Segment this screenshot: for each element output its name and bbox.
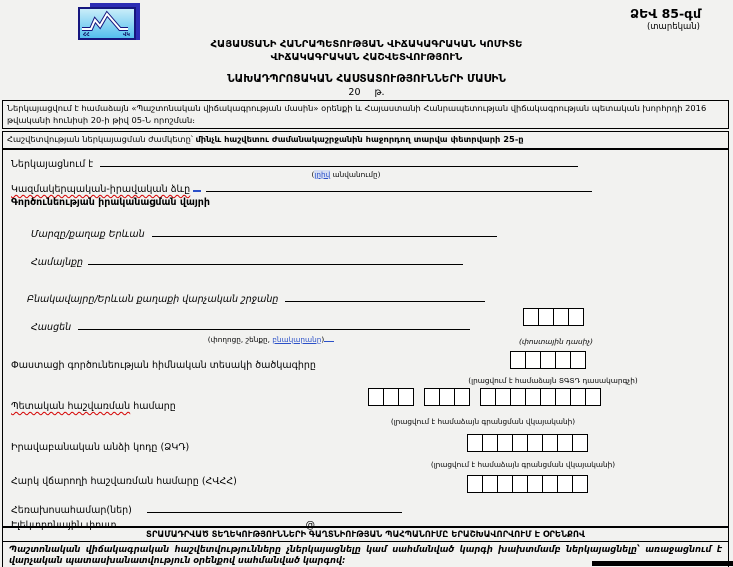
code-cell[interactable] xyxy=(512,475,528,493)
code-cell[interactable] xyxy=(523,308,539,326)
code-cell[interactable] xyxy=(368,388,384,406)
code-cell[interactable] xyxy=(527,475,543,493)
legal-form-row xyxy=(11,181,592,195)
code-cell[interactable] xyxy=(510,351,526,369)
settlement-label: Բնակավայրը/Երևան քաղաքի վարչական շրջանը xyxy=(27,294,279,305)
code-cell[interactable] xyxy=(480,388,496,406)
code-cell[interactable] xyxy=(540,388,556,406)
form-body xyxy=(2,149,729,531)
legal-form-label: Կազմակերպական-իրավական ձևը xyxy=(11,184,191,195)
code-cell[interactable] xyxy=(555,388,571,406)
community-label: Համայնքը xyxy=(31,257,84,268)
code-cell[interactable] xyxy=(497,434,513,452)
address-hint-prefix: (փողոցը, շենքը, xyxy=(207,335,273,344)
tin-label: Հարկ վճարողի հաշվառման համարը (ՀՎՀՀ) xyxy=(11,476,237,487)
phone-input-line[interactable] xyxy=(147,502,402,513)
logo-chart-icon xyxy=(78,7,136,40)
address-hint-suffix: ) xyxy=(321,335,325,344)
full-name-link: լրիվ xyxy=(314,170,331,179)
code-cell[interactable] xyxy=(525,351,541,369)
presenter-hint xyxy=(246,170,446,179)
hint-open-paren: ( xyxy=(311,170,315,179)
year-suffix: թ. xyxy=(374,87,385,98)
region-row xyxy=(31,226,497,240)
legal-entity-code-label: Իրավաբանական անձի կոդը (ՁԿԴ) xyxy=(11,442,190,453)
legal-entity-code-cells[interactable] xyxy=(467,434,587,452)
activity-code-row xyxy=(11,360,316,371)
tin-cells[interactable] xyxy=(467,475,587,493)
code-cell[interactable] xyxy=(527,434,543,452)
code-cell[interactable] xyxy=(454,388,470,406)
hint-rest: անվանումը) xyxy=(330,170,381,179)
code-cell[interactable] xyxy=(482,434,498,452)
address-hint xyxy=(171,333,371,344)
address-label: Հասցեն xyxy=(31,322,72,333)
code-cell[interactable] xyxy=(538,308,554,326)
code-cell[interactable] xyxy=(570,351,586,369)
settlement-row xyxy=(27,291,485,305)
form-code: ՁԵՎ 85-գմ xyxy=(630,6,701,21)
state-reg-hint: (լրացվում է համաձայն գրանցման վկայականի) xyxy=(390,417,576,426)
logo-text-left: ՀՀ xyxy=(83,32,90,38)
code-cell[interactable] xyxy=(570,388,586,406)
committee-name: ՀԱՅԱՍՏԱՆԻ ՀԱՆՐԱՊԵՏՈՒԹՅԱՆ ՎԻՃԱԿԱԳՐԱԿԱՆ ԿՈՄԻՏԵ xyxy=(210,39,523,50)
code-cell[interactable] xyxy=(572,434,588,452)
email-at-sign: @ xyxy=(305,520,316,531)
region-label: Մարզը/քաղաք Երևան xyxy=(31,229,145,240)
state-reg-label-rest: համարը xyxy=(130,401,176,412)
code-cell[interactable] xyxy=(495,388,511,406)
code-cell[interactable] xyxy=(439,388,455,406)
legal-basis-notice: Ներկայացվում է համաձայն «Պաշտոնական վիճակագրության մասին» օրենքի և Հայաստանի Հանրապետության վիճակագրության պետական խորհրդի 2016 թվականի հունիսի 20-ի թիվ 05-Ն որոշման։ xyxy=(2,100,729,129)
code-cell[interactable] xyxy=(542,475,558,493)
armstat-logo xyxy=(78,3,144,44)
postal-code-cells[interactable] xyxy=(523,308,583,326)
liability-statement: Պաշտոնական վիճակագրական հաշվետվությունները չներկայացնելը կամ սահմանված կարգի խախտմամբ ներկայացնելը՝ առաջացնում է վարչական պատասխանատվություն օրենքով սահմանված կարգով։ xyxy=(2,541,729,567)
code-cell[interactable] xyxy=(553,308,569,326)
code-cell[interactable] xyxy=(424,388,440,406)
deadline-prefix: Հաշվետվության ներկայացման ժամկետը՝ xyxy=(7,134,196,144)
settlement-input-line[interactable] xyxy=(285,291,485,302)
code-cell[interactable] xyxy=(568,308,584,326)
region-input-line[interactable] xyxy=(152,226,497,237)
code-cell[interactable] xyxy=(512,434,528,452)
legal-entity-code-row xyxy=(11,442,189,453)
code-cell[interactable] xyxy=(467,434,483,452)
code-cell[interactable] xyxy=(540,351,556,369)
code-cell[interactable] xyxy=(557,434,573,452)
phone-label: Հեռախոսահամար(ներ) xyxy=(11,505,132,516)
state-reg-cells-a[interactable] xyxy=(368,388,413,406)
state-reg-cells-b[interactable] xyxy=(424,388,469,406)
code-cell[interactable] xyxy=(497,475,513,493)
presenter-row xyxy=(11,156,578,170)
address-input-line[interactable] xyxy=(78,319,470,330)
email-label: Էլեկտրոնային փոստ xyxy=(11,520,117,531)
activity-code-cells[interactable] xyxy=(510,351,585,369)
form-periodicity: (տարեկան) xyxy=(646,22,700,32)
code-cell[interactable] xyxy=(467,475,483,493)
code-cell[interactable] xyxy=(398,388,414,406)
legal-form-input-line[interactable] xyxy=(206,181,592,192)
presenter-input-line[interactable] xyxy=(100,156,578,167)
code-cell[interactable] xyxy=(383,388,399,406)
logo-text-right: ՎԿ xyxy=(122,32,130,38)
report-type: ՎԻՃԱԿԱԳՐԱԿԱՆ ՀԱՇՎԵՏՎՈՒԹՅՈՒՆ xyxy=(270,52,463,63)
code-cell[interactable] xyxy=(482,475,498,493)
activity-code-hint: (լրացվում է համաձայն ՏԳՏԴ դասակարգչի) xyxy=(468,376,638,385)
code-cell[interactable] xyxy=(542,434,558,452)
year-line xyxy=(0,87,733,98)
insertion-underline xyxy=(324,333,334,342)
postal-code-hint: (փոստային դասիչ) xyxy=(518,337,593,346)
state-reg-cell-groups xyxy=(368,388,600,406)
code-cell[interactable] xyxy=(572,475,588,493)
legal-entity-code-hint: (լրացվում է համաձայն գրանցման վկայականի) xyxy=(430,460,616,469)
code-cell[interactable] xyxy=(510,388,526,406)
code-cell[interactable] xyxy=(557,475,573,493)
confidentiality-band: ՏՐԱՄԱԴՐՎԱԾ ՏԵՂԵԿՈՒԹՅՈՒՆՆԵՐԻ ԳԱՂՏՆԻՈՒԹՅԱՆ ՊԱՀՊԱՆՈՒՄԸ ԵՐԱՇԽԱՎՈՐՎՈՒՄ Է ՕՐԵՆՔՈՎ xyxy=(2,526,729,542)
location-section-header: Գործունեության իրականացման վայրի xyxy=(11,197,210,208)
deadline-notice xyxy=(2,131,729,149)
year-prefix: 20 xyxy=(348,87,361,98)
phone-row xyxy=(11,502,402,516)
zigzag-line-icon xyxy=(80,9,130,34)
state-reg-label-marked: Պետական հաշվառման xyxy=(11,401,131,412)
code-cell[interactable] xyxy=(555,351,571,369)
state-reg-row xyxy=(11,401,176,412)
bottom-border-bar xyxy=(592,561,733,566)
activity-code-label: Փաստացի գործունեության հիմնական տեսակի ծածկագիրը xyxy=(11,360,316,371)
code-cell[interactable] xyxy=(585,388,601,406)
report-title: ՆԱԽԱԴՊՐՈՑԱԿԱՆ ՀԱՍՏԱՏՈՒԹՅՈՒՆՆԵՐԻ ՄԱՍԻՆ xyxy=(227,73,506,85)
presenter-label: Ներկայացնում է xyxy=(11,159,94,170)
community-row xyxy=(31,254,463,268)
tin-row xyxy=(11,476,237,487)
state-reg-cells-c[interactable] xyxy=(480,388,600,406)
community-input-line[interactable] xyxy=(88,254,463,265)
address-row xyxy=(31,319,470,333)
deadline-emphasis: մինչև հաշվետու ժամանակաշրջանին հաջորդող տարվա փետրվարի 25-ը xyxy=(195,134,524,144)
insertion-mark xyxy=(193,182,201,192)
apartment-link: բնակարանը xyxy=(272,335,322,344)
code-cell[interactable] xyxy=(525,388,541,406)
